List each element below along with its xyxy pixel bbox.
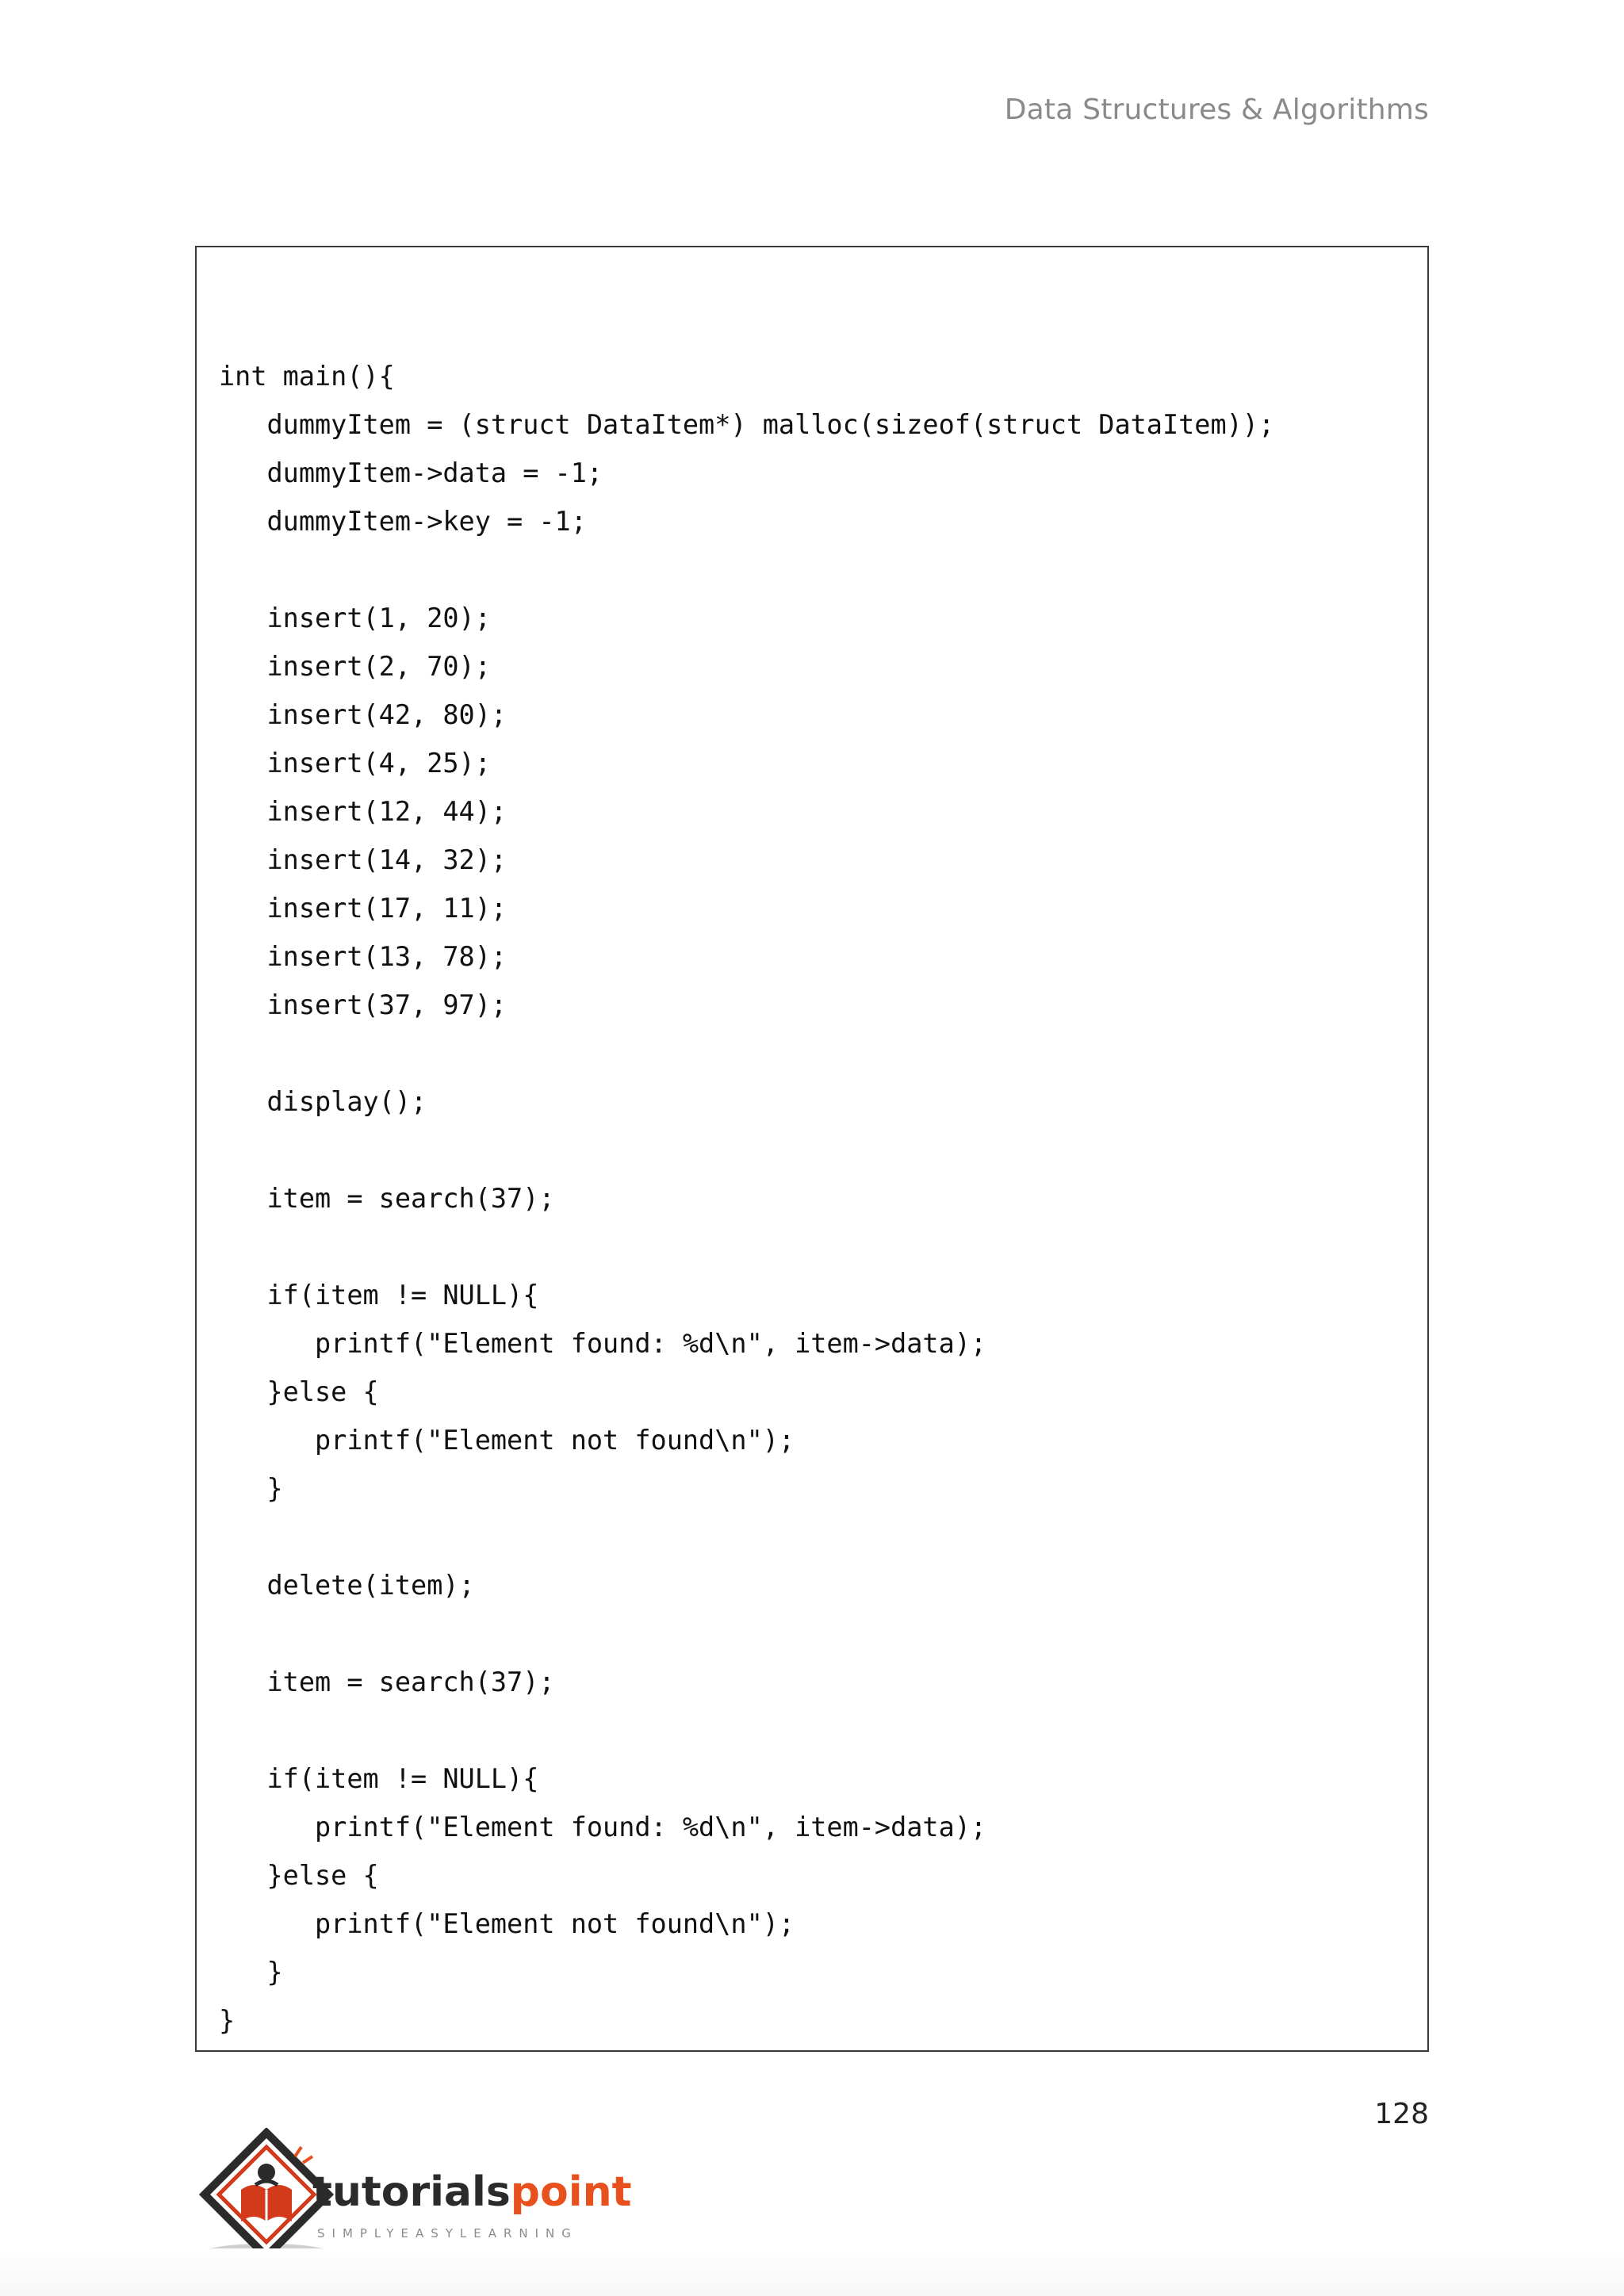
code-line: insert(2, 70); [219, 651, 491, 682]
code-line: insert(4, 25); [219, 748, 491, 779]
code-line: dummyItem->key = -1; [219, 506, 587, 537]
tutorialspoint-logo [193, 2128, 638, 2267]
code-line: printf("Element not found\n"); [219, 1425, 795, 1456]
code-line [219, 1029, 1274, 1077]
code-line: dummyItem->data = -1; [219, 457, 603, 488]
code-line: delete(item); [219, 1570, 475, 1601]
code-line: insert(12, 44); [219, 796, 508, 827]
running-header: Data Structures & Algorithms [1004, 94, 1429, 126]
code-line: item = search(37); [219, 1667, 555, 1697]
logo-tagline: SIMPLYEASYLEARNING [317, 2226, 578, 2241]
code-line: if(item != NULL){ [219, 1280, 539, 1311]
code-line: if(item != NULL){ [219, 1763, 539, 1794]
footer-band [0, 2248, 1624, 2296]
code-line: item = search(37); [219, 1183, 555, 1214]
code-line [219, 545, 1274, 594]
code-line: insert(37, 97); [219, 989, 508, 1020]
code-line: printf("Element found: %d\n", item->data); [219, 1812, 987, 1843]
code-line: }else { [219, 1860, 379, 1891]
code-box [195, 246, 1429, 2052]
logo-wordmark-tutorials: tutorials [312, 2168, 511, 2216]
code-line: printf("Element found: %d\n", item->data); [219, 1328, 987, 1359]
code-line: insert(42, 80); [219, 699, 508, 730]
code-line: insert(13, 78); [219, 941, 508, 972]
logo-wordmark-point: point [510, 2168, 632, 2216]
logo-wordmark-main [312, 2168, 631, 2216]
code-line: insert(17, 11); [219, 893, 508, 924]
code-line: }else { [219, 1376, 379, 1407]
page-number: 128 [1374, 2098, 1429, 2130]
code-line: } [219, 1957, 283, 1988]
code-line: printf("Element not found\n"); [219, 1908, 795, 1939]
code-line: display(); [219, 1086, 427, 1117]
code-line: insert(14, 32); [219, 844, 508, 875]
code-line: int main(){ [219, 361, 395, 392]
code-line [219, 1706, 1274, 1755]
code-line [219, 1609, 1274, 1658]
code-line: insert(1, 20); [219, 603, 491, 633]
code-line [219, 1126, 1274, 1174]
code-line [219, 1223, 1274, 1271]
code-line: dummyItem = (struct DataItem*) malloc(sizeof(struct DataItem)); [219, 409, 1275, 440]
code-lines [219, 352, 1274, 2045]
code-line: } [219, 2005, 236, 2036]
code-line: } [219, 1473, 283, 1504]
code-line [219, 1513, 1274, 1561]
